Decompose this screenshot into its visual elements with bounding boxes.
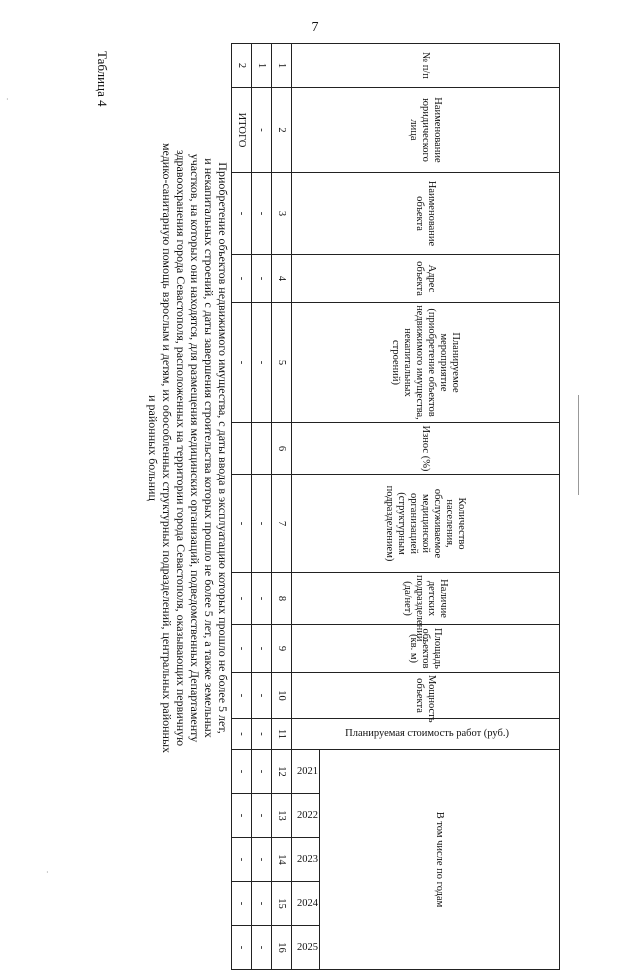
column-number: 2	[272, 88, 292, 173]
table-cell: -	[252, 573, 272, 625]
page-number: 7	[311, 20, 319, 35]
header-cell-children-units: Наличие детских подразделений (да/нет)	[292, 573, 560, 625]
table-heading	[146, 138, 230, 758]
table-cell: -	[232, 719, 252, 750]
column-number: 8	[272, 573, 292, 625]
heading-line: участков, на которых они находятся, для размещения медицинских организаций, подведомственных Департаменту	[188, 153, 202, 743]
rotated-landscape-content	[60, 43, 560, 953]
table-cell: -	[252, 719, 272, 750]
header-cell-area: Площадь объектов (кв. м)	[292, 625, 560, 673]
table-row	[252, 44, 272, 970]
column-number: 5	[272, 303, 292, 423]
year-label: 2021	[297, 765, 318, 777]
table-cell: -	[232, 673, 252, 719]
column-number: 4	[272, 255, 292, 303]
table-cell: 2	[232, 44, 252, 88]
column-number: 10	[272, 673, 292, 719]
column-number: 9	[272, 625, 292, 673]
header-cell-population: Количество населения, обслуживаемое медицинской организацией (структурным подразделением)	[292, 475, 560, 573]
table-cell: -	[252, 750, 272, 794]
stray-line	[578, 395, 579, 495]
planned-cost-label: Планируемая стоимость работ (руб.)	[345, 728, 510, 739]
year-label: 2025	[297, 941, 318, 953]
header-year-2024	[292, 882, 320, 926]
column-number: 15	[272, 882, 292, 926]
table-cell: -	[252, 673, 272, 719]
header-cell-planned-action: Планируемое мероприятие (приобретение объектов недвижимого имущества, некапитальных строений)	[292, 303, 560, 423]
column-number: 6	[272, 423, 292, 475]
table-cell: -	[252, 88, 272, 173]
table-cell	[232, 423, 252, 475]
header-cell-object-name: Наименование объекта	[292, 173, 560, 255]
header-cell-by-years: В том числе по годам	[320, 750, 560, 970]
table-cell: -	[252, 926, 272, 970]
table-cell: -	[232, 926, 252, 970]
header-cell-planned-cost	[292, 719, 560, 750]
table-cell: -	[232, 303, 252, 423]
column-number: 16	[272, 926, 292, 970]
table-cell: -	[252, 838, 272, 882]
column-number-row	[272, 44, 292, 970]
heading-line: Приобретение объектов недвижимого имущества, с даты ввода в эксплуатацию которых прошло не более 5 лет,	[216, 162, 230, 734]
table-cell: -	[232, 255, 252, 303]
table-cell-total-label: ИТОГО	[232, 88, 252, 173]
header-cell-legal-entity: Наименование юридического лица	[292, 88, 560, 173]
table-cell: -	[232, 625, 252, 673]
column-number: 12	[272, 750, 292, 794]
table-cell: -	[232, 794, 252, 838]
header-cell-row-number: № п/п	[292, 44, 560, 88]
heading-line: и некапитальных строений, с даты завершения строительства которых прошло не более 5 лет, а также земельных	[202, 158, 216, 738]
table-cell: -	[232, 573, 252, 625]
table-cell: -	[232, 475, 252, 573]
table-cell: -	[252, 794, 272, 838]
table-caption: Таблица 4	[95, 51, 110, 107]
header-year-2025	[292, 926, 320, 970]
heading-line: и районных больниц	[146, 395, 160, 501]
header-year-2022	[292, 794, 320, 838]
header-year-2021	[292, 750, 320, 794]
column-number: 3	[272, 173, 292, 255]
scan-speck: ·	[6, 95, 9, 104]
column-number: 11	[272, 719, 292, 750]
column-number: 1	[272, 44, 292, 88]
header-cell-capacity: Мощность объекта	[292, 673, 560, 719]
table-cell: -	[252, 173, 272, 255]
header-cell-wear: Износ (%)	[292, 423, 560, 475]
table-cell: 1	[252, 44, 272, 88]
header-cell-address: Адрес объекта	[292, 255, 560, 303]
header-year-2023	[292, 838, 320, 882]
table-cell: -	[232, 173, 252, 255]
table-cell: -	[252, 303, 272, 423]
table-cell: -	[252, 625, 272, 673]
table-cell: -	[232, 750, 252, 794]
heading-line: здравоохранения города Севастополя, расположенных на территории города Севастополя, оказывающих первичную	[174, 149, 188, 747]
heading-line: медико-санитарную помощь взрослым и детям, их обособленных структурных подразделений, центральных районных	[160, 142, 174, 754]
year-label: 2023	[297, 853, 318, 865]
table-cell: -	[252, 475, 272, 573]
year-label: 2022	[297, 809, 318, 821]
year-label: 2024	[297, 897, 318, 909]
column-number: 14	[272, 838, 292, 882]
column-number: 13	[272, 794, 292, 838]
column-number: 7	[272, 475, 292, 573]
data-table	[231, 43, 560, 970]
table-cell: -	[252, 255, 272, 303]
table-cell	[252, 423, 272, 475]
table-cell: -	[232, 838, 252, 882]
scan-speck: ·	[46, 868, 49, 877]
table-cell: -	[232, 882, 252, 926]
table-row-total	[232, 44, 252, 970]
table-cell: -	[252, 882, 272, 926]
